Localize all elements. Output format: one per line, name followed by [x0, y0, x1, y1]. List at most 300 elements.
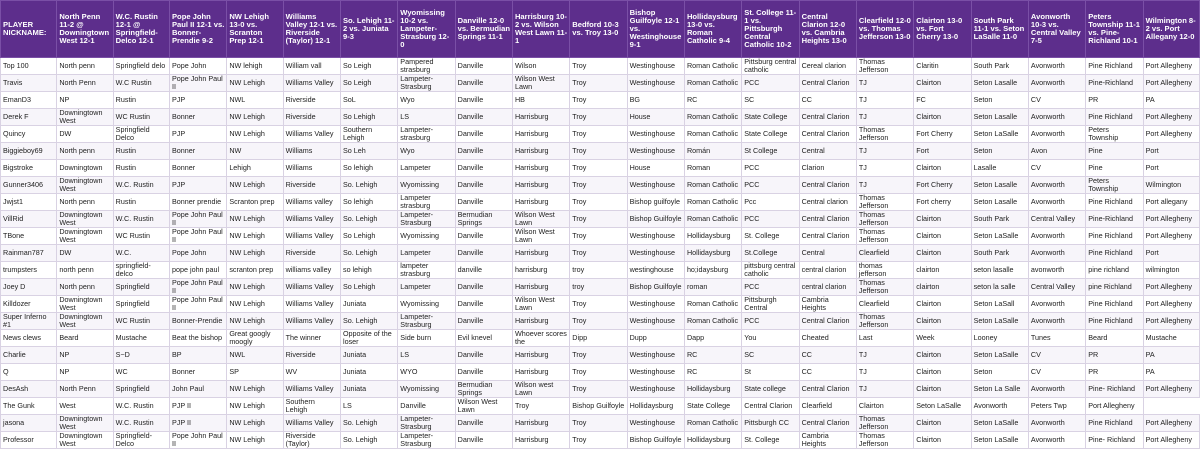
pick-cell: Westinghouse	[627, 415, 684, 432]
pick-cell: NP	[57, 347, 113, 364]
pick-cell: State College	[742, 109, 799, 126]
pick-cell: Juniata	[340, 347, 397, 364]
pick-cell: lampeter strasburg	[398, 262, 455, 279]
pick-cell: Williams	[283, 143, 340, 160]
pick-cell: NW Lehigh	[227, 126, 283, 143]
pick-cell: Pampered strasburg	[398, 58, 455, 75]
pick-cell: Seton LaSall	[971, 296, 1028, 313]
pick-cell: Fort Cherry	[914, 177, 971, 194]
pick-cell: North penn	[57, 143, 113, 160]
pick-cell: Bonner	[169, 160, 226, 177]
pick-cell: Lampeter-Strasburg	[398, 211, 455, 228]
player-name-cell: Top 100	[1, 58, 57, 75]
pick-cell: RC	[684, 364, 741, 381]
pick-cell: PCC	[742, 313, 799, 330]
pick-cell: Danville	[455, 177, 512, 194]
pick-cell: WC Rustin	[113, 109, 169, 126]
pick-cell: Troy	[570, 245, 627, 262]
pick-cell: Fort Cherry	[914, 126, 971, 143]
pick-cell: Troy	[570, 58, 627, 75]
pick-cell: Avonworth	[1028, 415, 1085, 432]
pick-cell: Williams Valley	[283, 381, 340, 398]
pick-cell: Avonworth	[1028, 245, 1085, 262]
player-name-cell: DesAsh	[1, 381, 57, 398]
pick-cell: House	[627, 109, 684, 126]
column-header-game: Bedford 10-3 vs. Troy 13-0	[570, 1, 627, 58]
pick-cell: Mustache	[1143, 330, 1199, 347]
pick-cell: Troy	[570, 143, 627, 160]
pick-cell: So Lehigh	[340, 109, 397, 126]
pick-cell: PJP	[169, 126, 226, 143]
pick-cell: Seton	[971, 143, 1028, 160]
player-name-cell: Derek F	[1, 109, 57, 126]
pick-cell: Port Allegheny	[1143, 296, 1199, 313]
pick-cell: Bishop guilfoyle	[627, 194, 684, 211]
pick-cell: BP	[169, 347, 226, 364]
pick-cell: pittsburg central catholic	[742, 262, 799, 279]
pick-cell: Central Clarion	[799, 381, 856, 398]
pick-cell: Cambria Heights	[799, 432, 856, 449]
pick-cell: Downingtown West	[57, 177, 113, 194]
pick-cell: Wyomissing	[398, 296, 455, 313]
pick-cell: Roman Catholic	[684, 415, 741, 432]
pick-cell: So Leigh	[340, 75, 397, 92]
table-row	[1, 245, 1200, 262]
pick-cell: Dupp	[627, 330, 684, 347]
pick-cell: Avonworth	[1028, 177, 1085, 194]
pick-cell: Lampeter strasburg	[398, 194, 455, 211]
pick-cell: TJ	[856, 347, 913, 364]
pick-cell: Riverside	[283, 347, 340, 364]
pick-cell: State college	[742, 381, 799, 398]
pick-cell: Seton LaSalle	[971, 126, 1028, 143]
pick-cell: So. Lehigh	[340, 313, 397, 330]
pick-cell: Pope John Paul II	[169, 228, 226, 245]
column-header-game: North Penn 11-2 @ Downingtown West 12-1	[57, 1, 113, 58]
pick-cell: Wilson West Lawn	[512, 211, 569, 228]
pick-cell: NW Lehigh	[227, 415, 283, 432]
pick-cell: Pine Richland	[1086, 313, 1143, 330]
pick-cell: Bermudian Springs	[455, 211, 512, 228]
pick-cell: Roman Catholic	[684, 177, 741, 194]
pick-cell: SP	[227, 364, 283, 381]
player-name-cell: EmanD3	[1, 92, 57, 109]
pick-cell: Wilmington	[1143, 177, 1199, 194]
pick-cell: NP	[57, 92, 113, 109]
pick-cell: Evil knevel	[455, 330, 512, 347]
pick-cell: PA	[1143, 92, 1199, 109]
pick-cell: Pope John	[169, 245, 226, 262]
pick-cell: Port	[1143, 245, 1199, 262]
pick-cell: PR	[1086, 364, 1143, 381]
pick-cell: W.C. Rustin	[113, 398, 169, 415]
pick-cell: South Park	[971, 58, 1028, 75]
pick-cell: Danville	[455, 143, 512, 160]
pick-cell: North Penn	[57, 75, 113, 92]
pick-cell: Pittsburgh Central	[742, 296, 799, 313]
column-header-game: Clearfield 12-0 vs. Thomas Jefferson 13-0	[856, 1, 913, 58]
pick-cell: SC	[742, 92, 799, 109]
pick-cell: Clairton	[914, 313, 971, 330]
column-header-game: Clairton 13-0 vs. Fort Cherry 13-0	[914, 1, 971, 58]
pick-cell: Juniata	[340, 296, 397, 313]
pick-cell: Juniata	[340, 381, 397, 398]
pick-cell: NP	[57, 364, 113, 381]
table-header	[1, 1, 1200, 58]
pick-cell: Port Allegheny	[1143, 58, 1199, 75]
pick-cell: S~D	[113, 347, 169, 364]
pick-cell: williams valley	[283, 262, 340, 279]
pick-cell: Troy	[570, 109, 627, 126]
pick-cell: Clairton	[914, 160, 971, 177]
pick-cell: Central Clarion	[799, 177, 856, 194]
pick-cell: Hollidaysburg	[684, 432, 741, 449]
pick-cell: Westinghouse	[627, 177, 684, 194]
pick-cell: W.C.	[113, 245, 169, 262]
pick-cell: Troy	[570, 177, 627, 194]
pick-cell: Roman Catholic	[684, 75, 741, 92]
pick-cell: Troy	[570, 160, 627, 177]
pick-cell: Danville	[455, 432, 512, 449]
pick-cell: Thomas Jefferson	[856, 313, 913, 330]
pick-cell: Seton	[971, 364, 1028, 381]
pick-cell: Clearfield	[856, 296, 913, 313]
pick-cell: W.C. Rustin	[113, 211, 169, 228]
pick-cell: NW Lehigh	[227, 109, 283, 126]
pick-cell: TJ	[856, 109, 913, 126]
pick-cell: PA	[1143, 347, 1199, 364]
pick-cell: Westinghouse	[627, 143, 684, 160]
pick-cell: Pine	[1086, 160, 1143, 177]
pick-cell: John Paul	[169, 381, 226, 398]
table-row	[1, 279, 1200, 296]
pick-cell: TJ	[856, 143, 913, 160]
pick-cell: Bonner	[169, 143, 226, 160]
pick-cell: Pine Richland	[1086, 228, 1143, 245]
pick-cell: PCC	[742, 177, 799, 194]
pick-cell: Clairton	[914, 381, 971, 398]
pick-cell: Central Valley	[1028, 211, 1085, 228]
pick-cell: Troy	[570, 432, 627, 449]
pick-cell: Downingtown West	[57, 211, 113, 228]
player-name-cell: News clews	[1, 330, 57, 347]
pick-cell: Williams Valley	[283, 279, 340, 296]
pick-cell: Lampeter	[398, 279, 455, 296]
pick-cell: Lampeter-Strasburg	[398, 313, 455, 330]
pick-cell: RC	[684, 92, 741, 109]
player-name-cell: Joey D	[1, 279, 57, 296]
pick-cell: Clairton	[914, 75, 971, 92]
pick-cell: RC	[684, 347, 741, 364]
pick-cell: Roman Catholic	[684, 211, 741, 228]
pick-cell: Juniata	[340, 364, 397, 381]
pick-cell: Hollidaysburg	[684, 245, 741, 262]
player-name-cell: Killdozer	[1, 296, 57, 313]
pick-cell: Riverside	[283, 245, 340, 262]
pick-cell: CC	[799, 364, 856, 381]
pick-cell: Thomas Jefferson	[856, 228, 913, 245]
pick-cell: So. Lehigh	[340, 245, 397, 262]
pick-cell: House	[627, 160, 684, 177]
player-name-cell: Gunner3406	[1, 177, 57, 194]
pick-cell: so lehigh	[340, 262, 397, 279]
pick-cell: Seton LaSalle	[971, 415, 1028, 432]
table-row	[1, 296, 1200, 313]
pick-cell: Bonner	[169, 109, 226, 126]
pick-cell: TJ	[856, 160, 913, 177]
pick-cell: Danville	[455, 58, 512, 75]
pick-cell: Avonworth	[1028, 194, 1085, 211]
column-header-game: Peters Township 11-1 vs. Pine-Richland 10-1	[1086, 1, 1143, 58]
pick-cell: Beat the bishop	[169, 330, 226, 347]
pick-cell: St.College	[742, 245, 799, 262]
pick-cell: scranton prep	[227, 262, 283, 279]
pick-cell: Opposite of the loser	[340, 330, 397, 347]
pick-cell: PCC	[742, 160, 799, 177]
pick-cell: Bishop Guilfoyle	[627, 279, 684, 296]
pick-cell: Port Allegheny	[1143, 313, 1199, 330]
pick-cell: seton lasalle	[971, 262, 1028, 279]
pick-cell: Avonworth	[1028, 381, 1085, 398]
pick-cell: Danville	[455, 279, 512, 296]
pick-cell: Seton LaSalle	[971, 347, 1028, 364]
pick-cell: Wilson west Lawn	[512, 381, 569, 398]
pick-cell: Seton Lasalle	[971, 109, 1028, 126]
pick-cell: St. College	[742, 228, 799, 245]
pick-cell: thomas jefferson	[856, 262, 913, 279]
pick-cell: LS	[340, 398, 397, 415]
pick-cell: FC	[914, 92, 971, 109]
pick-cell: Lehigh	[227, 160, 283, 177]
pick-cell: Avonworth	[1028, 109, 1085, 126]
column-header-game: Avonworth 10-3 vs. Central Valley 7-5	[1028, 1, 1085, 58]
pick-cell: Central clarion	[799, 194, 856, 211]
pick-cell: Thomas Jefferson	[856, 211, 913, 228]
pick-cell: Roman	[684, 160, 741, 177]
pick-cell: LS	[398, 109, 455, 126]
player-name-cell: Jwjst1	[1, 194, 57, 211]
pick-cell: Central Clarion	[799, 109, 856, 126]
pick-cell: Peters Township	[1086, 177, 1143, 194]
pick-cell: So. Lehigh	[340, 177, 397, 194]
pick-cell: Bishop Guilfoyle	[627, 211, 684, 228]
pick-cell: Westinghouse	[627, 126, 684, 143]
pick-cell: PJP II	[169, 398, 226, 415]
pick-cell: Williams Valley	[283, 313, 340, 330]
pick-cell: Roman Catholic	[684, 296, 741, 313]
column-header-game: NW Lehigh 13-0 vs. Scranton Prep 12-1	[227, 1, 283, 58]
pick-cell: Westinghouse	[627, 245, 684, 262]
pick-cell: Avon	[1028, 143, 1085, 160]
pick-cell: SC	[742, 347, 799, 364]
pick-cell: troy	[570, 279, 627, 296]
pick-cell: Central Valley	[1028, 279, 1085, 296]
column-header-game: Wilmington 8-2 vs. Port Allegany 12-0	[1143, 1, 1199, 58]
pick-cell: Lasalle	[971, 160, 1028, 177]
pick-cell: So. Lehigh	[340, 211, 397, 228]
pick-cell: W.C. Rustin	[113, 415, 169, 432]
pick-cell: Springfield	[113, 296, 169, 313]
pick-cell: Downingtown West	[57, 313, 113, 330]
column-header-game: W.C. Rustin 12-1 @ Springfield-Delco 12-1	[113, 1, 169, 58]
pick-cell: So Leh	[340, 143, 397, 160]
pick-cell: Springfield	[113, 381, 169, 398]
pick-cell: DW	[57, 245, 113, 262]
pick-cell: Danville	[455, 92, 512, 109]
pick-cell: Danville	[398, 398, 455, 415]
table-row	[1, 228, 1200, 245]
pick-cell: north penn	[57, 262, 113, 279]
pick-cell: Troy	[570, 228, 627, 245]
pick-cell: North penn	[57, 194, 113, 211]
pick-cell: So Lehigh	[340, 228, 397, 245]
pick-cell: pope john paul	[169, 262, 226, 279]
pick-cell: Scranton prep	[227, 194, 283, 211]
pick-cell: WC Rustin	[113, 313, 169, 330]
pick-cell: central clarion	[799, 279, 856, 296]
pick-cell: Great googly moogly	[227, 330, 283, 347]
pick-cell: NWL	[227, 92, 283, 109]
pick-cell: So Lehigh	[340, 279, 397, 296]
pick-cell: Danville	[455, 245, 512, 262]
table-row	[1, 194, 1200, 211]
pick-cell: PJP II	[169, 415, 226, 432]
table-row	[1, 432, 1200, 449]
pick-cell: Clairton	[914, 109, 971, 126]
pick-cell: West	[57, 398, 113, 415]
pick-cell: NW	[227, 143, 283, 160]
pick-cell: Avonworth	[1028, 432, 1085, 449]
pick-cell: pine Richland	[1086, 279, 1143, 296]
pick-cell: Claritin	[914, 58, 971, 75]
player-name-cell: The Gunk	[1, 398, 57, 415]
pick-cell: Clearfield	[799, 398, 856, 415]
pick-cell: Williams	[283, 160, 340, 177]
pick-cell: Williams Valley	[283, 296, 340, 313]
pick-cell: Thomas Jefferson	[856, 432, 913, 449]
pick-cell: Fort cherry	[914, 194, 971, 211]
pick-cell: Danville	[455, 75, 512, 92]
pick-cell: SoL	[340, 92, 397, 109]
pick-cell: Side burn	[398, 330, 455, 347]
column-header-game: South Park 11-1 vs. Seton LaSalle 11-0	[971, 1, 1028, 58]
pick-cell: Cereal clarion	[799, 58, 856, 75]
pick-cell: Whoever scores the	[512, 330, 569, 347]
pick-cell: Downingtown West	[57, 296, 113, 313]
pick-cell: Beard	[57, 330, 113, 347]
pick-cell: TJ	[856, 381, 913, 398]
pick-cell: CV	[1028, 347, 1085, 364]
pick-cell: Port Allegheny	[1143, 432, 1199, 449]
pick-cell: Thomas Jefferson	[856, 58, 913, 75]
pick-cell: springfield-delco	[113, 262, 169, 279]
pick-cell: Port Allegheny	[1143, 109, 1199, 126]
pick-cell: westinghouse	[627, 262, 684, 279]
pick-cell: Wyomissing	[398, 228, 455, 245]
pick-cell: Rustin	[113, 194, 169, 211]
pick-cell: Troy	[570, 415, 627, 432]
player-name-cell: Bigstroke	[1, 160, 57, 177]
table-row	[1, 364, 1200, 381]
pick-cell: Riverside	[283, 92, 340, 109]
pick-cell: seton la salle	[971, 279, 1028, 296]
pick-cell: NW lehigh	[227, 58, 283, 75]
pick-cell: Troy	[570, 364, 627, 381]
pick-cell: Seton LaSalle	[971, 313, 1028, 330]
pick-cell: Lampeter-Strasburg	[398, 415, 455, 432]
pick-cell: Riverside	[283, 109, 340, 126]
pick-cell: Troy	[570, 194, 627, 211]
pick-cell: roman	[684, 279, 741, 296]
pick-cell: Thomas Jefferson	[856, 415, 913, 432]
pick-cell: Williams Valley	[283, 126, 340, 143]
pick-cell: BG	[627, 92, 684, 109]
pick-cell: CC	[799, 347, 856, 364]
pick-cell: St	[742, 364, 799, 381]
pick-cell: Looney	[971, 330, 1028, 347]
pick-cell: Downingtown West	[57, 415, 113, 432]
pick-cell: PCC	[742, 211, 799, 228]
pick-cell: NW Lehigh	[227, 432, 283, 449]
table-row	[1, 177, 1200, 194]
pick-cell: Harrisburg	[512, 313, 569, 330]
pick-cell: Seton	[971, 92, 1028, 109]
pick-cell: Central Clarion	[742, 398, 799, 415]
pick-cell: Pine Richland	[1086, 415, 1143, 432]
pick-cell: Southern Lehigh	[283, 398, 340, 415]
pick-cell: Central Clarion	[799, 228, 856, 245]
pick-cell: Port Allegheny	[1143, 415, 1199, 432]
column-header-game: Harrisburg 10-2 vs. Wilson West Lawn 11-1	[512, 1, 569, 58]
table-row	[1, 398, 1200, 415]
pick-cell: Harrisburg	[512, 126, 569, 143]
pick-cell: NW Lehigh	[227, 75, 283, 92]
pick-cell: Avonworth	[1028, 126, 1085, 143]
pick-cell: Troy	[570, 296, 627, 313]
column-header-game: Bishop Guilfoyle 12-1 vs. Westinghouse 9-1	[627, 1, 684, 58]
pick-cell: North penn	[57, 279, 113, 296]
pick-cell: You	[742, 330, 799, 347]
pick-cell: WV	[283, 364, 340, 381]
pick-cell: Troy	[570, 126, 627, 143]
pick-cell: Danville	[455, 364, 512, 381]
table-row	[1, 126, 1200, 143]
pick-cell: Springfield Delco	[113, 126, 169, 143]
pick-cell: Downingtown West	[57, 109, 113, 126]
pick-cell: PJP	[169, 92, 226, 109]
pick-cell: Harrisburg	[512, 415, 569, 432]
pick-cell: Pine	[1086, 143, 1143, 160]
pick-cell: Port Allegheny	[1143, 381, 1199, 398]
pick-cell: Westinghouse	[627, 313, 684, 330]
table-row	[1, 58, 1200, 75]
pick-cell: Week	[914, 330, 971, 347]
pick-cell: Avonworth	[971, 398, 1028, 415]
pick-cell: Pine Richland	[1086, 194, 1143, 211]
column-header-game: Hollidaysburg 13-0 vs. Roman Catholic 9-4	[684, 1, 741, 58]
pick-cell: Westinghouse	[627, 75, 684, 92]
pick-cell: Dipp	[570, 330, 627, 347]
pick-cell: So Leigh	[340, 58, 397, 75]
pick-cell: Central Clarion	[799, 75, 856, 92]
player-name-cell: Travis	[1, 75, 57, 92]
pick-cell: Pine Richland	[1086, 58, 1143, 75]
pick-cell: NW Lehigh	[227, 381, 283, 398]
pick-cell: Pine- Richland	[1086, 381, 1143, 398]
pick-cell: State College	[684, 398, 741, 415]
pick-cell: PCC	[742, 279, 799, 296]
player-name-cell: Super Inferno #1	[1, 313, 57, 330]
